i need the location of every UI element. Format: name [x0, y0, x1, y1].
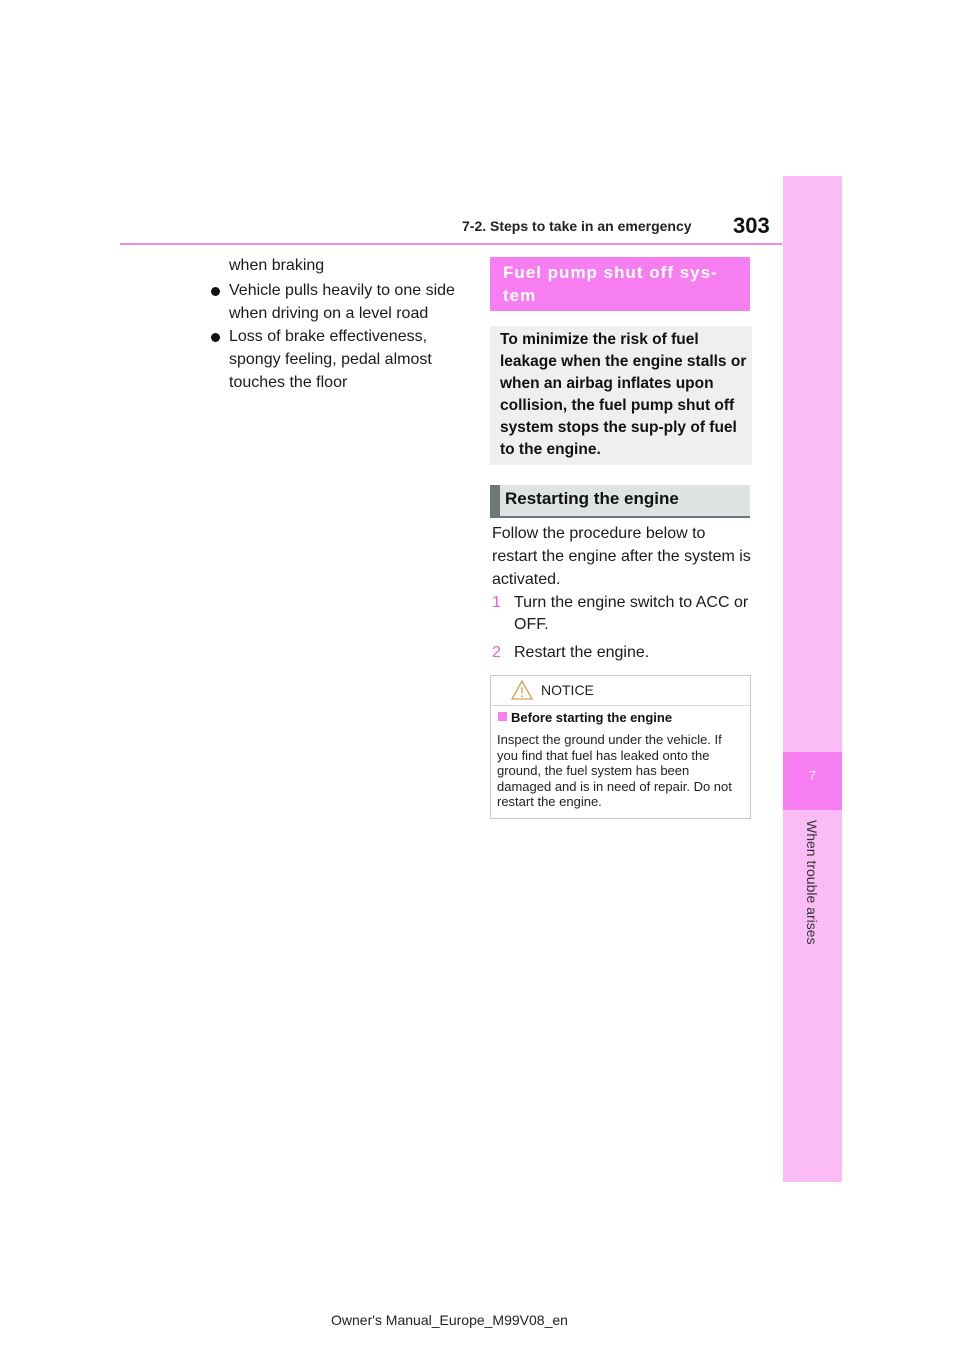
heading-underline — [490, 516, 750, 518]
square-bullet-icon — [498, 712, 507, 721]
notice-box — [490, 675, 751, 819]
warning-triangle-icon — [510, 679, 534, 706]
continued-text: when braking — [229, 257, 325, 274]
bullet-dot-icon — [211, 287, 220, 296]
fuel-pump-intro-box — [490, 326, 752, 465]
step-text: Turn the engine switch to ACC or OFF. — [514, 594, 749, 633]
bullet-dot-icon — [211, 333, 220, 342]
restart-body-text: Follow the procedure below to restart the engine after the system is activated. — [492, 525, 751, 588]
header-divider — [120, 243, 782, 245]
restart-heading-text: Restarting the engine — [505, 489, 679, 508]
fuel-pump-intro-text: To minimize the risk of fuel leakage when the engine stalls or when an airbag inflates upon collision, the fuel pump shut off system stops the sup-ply of fuel to the engine. — [500, 331, 747, 458]
section-title: 7-2. Steps to take in an emergency — [462, 218, 692, 234]
bullet-text: Loss of brake effectiveness, spongy feeling, pedal almost touches the floor — [229, 328, 432, 391]
page-number: 303 — [733, 213, 770, 238]
step-text: Restart the engine. — [514, 644, 650, 661]
notice-subhead-text: Before starting the engine — [511, 710, 673, 725]
footer-text: Owner's Manual_Europe_M99V08_en — [331, 1312, 568, 1328]
chapter-side-tab — [783, 176, 842, 1182]
notice-subhead — [498, 710, 672, 725]
chapter-label: When trouble arises — [804, 820, 820, 945]
notice-header — [491, 676, 750, 706]
fuel-pump-heading — [490, 257, 750, 311]
restart-heading — [490, 485, 750, 518]
heading-accent-bar — [490, 485, 500, 518]
bullet-text: Vehicle pulls heavily to one side when driving on a level road — [229, 282, 455, 322]
step-number: 1 — [492, 594, 501, 611]
fuel-pump-heading-text: Fuel pump shut off sys-tem — [503, 263, 718, 305]
notice-title: NOTICE — [541, 682, 594, 698]
chapter-number: 7 — [808, 768, 817, 783]
step-number: 2 — [492, 644, 501, 661]
notice-body: Inspect the ground under the vehicle. If you find that fuel has leaked onto the ground, the fuel system has been damaged and is in need of repair. Do not restart the engine. — [497, 732, 732, 809]
